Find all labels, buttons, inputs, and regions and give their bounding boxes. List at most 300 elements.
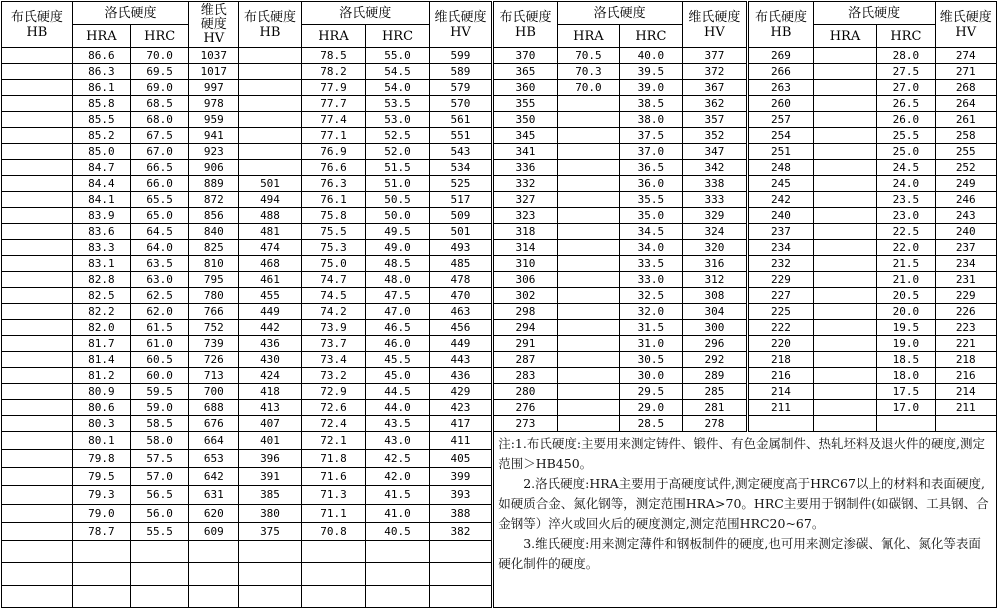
cell-hrc: 50.5 bbox=[366, 192, 430, 208]
col-header-hv: 维氏硬度 HV bbox=[682, 2, 748, 48]
cell-hra: 78.2 bbox=[301, 64, 366, 80]
cell-hra: 86.6 bbox=[72, 48, 130, 64]
cell-hv: 810 bbox=[189, 256, 239, 272]
cell-hv: 478 bbox=[429, 272, 492, 288]
cell-hra bbox=[813, 80, 876, 96]
cell-hb bbox=[2, 256, 73, 272]
cell-hrc: 28.0 bbox=[877, 48, 935, 64]
cell-hrc: 66.5 bbox=[131, 160, 189, 176]
cell-hb bbox=[2, 468, 73, 486]
cell-hb: 449 bbox=[239, 304, 301, 320]
cell-hb bbox=[2, 585, 73, 607]
table-row bbox=[2, 160, 997, 176]
cell-hra bbox=[557, 304, 619, 320]
cell-hrc: 36.0 bbox=[620, 176, 682, 192]
cell-hv: 218 bbox=[935, 352, 997, 368]
cell-hv: 271 bbox=[935, 64, 997, 80]
cell-hb bbox=[2, 224, 73, 240]
cell-hb: 360 bbox=[493, 80, 558, 96]
cell-hv: 261 bbox=[935, 112, 997, 128]
cell-hra bbox=[813, 208, 876, 224]
cell-hv: 443 bbox=[429, 352, 492, 368]
cell-hra: 72.6 bbox=[301, 400, 366, 416]
cell-hrc: 33.0 bbox=[620, 272, 682, 288]
cell-hrc: 22.0 bbox=[877, 240, 935, 256]
cell-hv: 221 bbox=[935, 336, 997, 352]
cell-hra bbox=[813, 128, 876, 144]
cell-hb bbox=[2, 563, 73, 585]
cell-hra: 73.7 bbox=[301, 336, 366, 352]
cell-hb bbox=[239, 563, 301, 585]
cell-hv: 296 bbox=[682, 336, 748, 352]
cell-hb bbox=[2, 160, 73, 176]
cell-hv: 959 bbox=[189, 112, 239, 128]
cell-hb: 323 bbox=[493, 208, 558, 224]
table-row bbox=[2, 256, 997, 272]
cell-hra bbox=[301, 585, 366, 607]
col-header-hr: 洛氏硬度 bbox=[557, 2, 682, 25]
cell-hv: 347 bbox=[682, 144, 748, 160]
cell-hb: 263 bbox=[748, 80, 814, 96]
cell-hra bbox=[813, 144, 876, 160]
table-row bbox=[2, 368, 997, 384]
cell-hb: 385 bbox=[239, 486, 301, 504]
cell-hra: 80.9 bbox=[72, 384, 130, 400]
cell-hb: 225 bbox=[748, 304, 814, 320]
cell-hb: 287 bbox=[493, 352, 558, 368]
cell-hra: 71.3 bbox=[301, 486, 366, 504]
cell-hra: 70.3 bbox=[557, 64, 619, 80]
cell-hra: 73.2 bbox=[301, 368, 366, 384]
cell-hra bbox=[557, 192, 619, 208]
cell-hrc: 54.0 bbox=[366, 80, 430, 96]
cell-hb: 232 bbox=[748, 256, 814, 272]
cell-hv: 285 bbox=[682, 384, 748, 400]
table-row bbox=[2, 80, 997, 96]
cell-hb bbox=[2, 208, 73, 224]
cell-hv: 382 bbox=[429, 522, 492, 540]
cell-hra: 82.8 bbox=[72, 272, 130, 288]
cell-hra: 83.9 bbox=[72, 208, 130, 224]
cell-hb: 436 bbox=[239, 336, 301, 352]
cell-hrc: 52.5 bbox=[366, 128, 430, 144]
cell-hra bbox=[813, 416, 876, 432]
cell-hra bbox=[557, 320, 619, 336]
cell-hb bbox=[239, 160, 301, 176]
cell-hb: 318 bbox=[493, 224, 558, 240]
cell-hra bbox=[557, 400, 619, 416]
cell-hb: 336 bbox=[493, 160, 558, 176]
cell-hv: 941 bbox=[189, 128, 239, 144]
cell-hra bbox=[557, 176, 619, 192]
cell-hv: 517 bbox=[429, 192, 492, 208]
cell-hb bbox=[239, 144, 301, 160]
cell-hv bbox=[429, 563, 492, 585]
cell-hrc: 38.5 bbox=[620, 96, 682, 112]
cell-hrc: 38.0 bbox=[620, 112, 682, 128]
cell-hrc: 40.0 bbox=[620, 48, 682, 64]
cell-hrc: 34.0 bbox=[620, 240, 682, 256]
cell-hb bbox=[239, 80, 301, 96]
cell-hrc: 54.5 bbox=[366, 64, 430, 80]
table-row bbox=[2, 112, 997, 128]
cell-hb: 248 bbox=[748, 160, 814, 176]
cell-hrc: 61.0 bbox=[131, 336, 189, 352]
cell-hb: 283 bbox=[493, 368, 558, 384]
cell-hv: 501 bbox=[429, 224, 492, 240]
cell-hv: 231 bbox=[935, 272, 997, 288]
cell-hra: 80.3 bbox=[72, 416, 130, 432]
cell-hra bbox=[557, 112, 619, 128]
table-row bbox=[2, 128, 997, 144]
cell-hb: 211 bbox=[748, 400, 814, 416]
note-n2: 2.洛氏硬度:HRA主要用于高硬度试件,测定硬度高于HRC67以上的材料和表面硬度,如硬质合金、氮化钢等，测定范围HRA>70。HRC主要用于钢制件(如碳钢、工具钢、合金钢等）淬火或回火后的硬度测定,测定范围HRC20~67。 bbox=[498, 476, 989, 531]
cell-hv: 300 bbox=[682, 320, 748, 336]
cell-hrc: 23.5 bbox=[877, 192, 935, 208]
cell-hrc: 32.0 bbox=[620, 304, 682, 320]
cell-hrc: 20.0 bbox=[877, 304, 935, 320]
cell-hrc: 67.0 bbox=[131, 144, 189, 160]
cell-hra: 74.7 bbox=[301, 272, 366, 288]
cell-hv: 234 bbox=[935, 256, 997, 272]
col-header-hb: 布氏硬度 HB bbox=[748, 2, 814, 48]
cell-hb: 424 bbox=[239, 368, 301, 384]
cell-hv: 274 bbox=[935, 48, 997, 64]
cell-hb: 401 bbox=[239, 432, 301, 450]
cell-hb: 418 bbox=[239, 384, 301, 400]
cell-hb: 302 bbox=[493, 288, 558, 304]
cell-hrc: 19.0 bbox=[877, 336, 935, 352]
cell-hrc: 66.0 bbox=[131, 176, 189, 192]
cell-hv: 485 bbox=[429, 256, 492, 272]
cell-hv: 543 bbox=[429, 144, 492, 160]
cell-hrc: 61.5 bbox=[131, 320, 189, 336]
cell-hv: 493 bbox=[429, 240, 492, 256]
cell-hrc: 24.5 bbox=[877, 160, 935, 176]
cell-hrc: 35.5 bbox=[620, 192, 682, 208]
cell-hv: 463 bbox=[429, 304, 492, 320]
cell-hrc: 41.5 bbox=[366, 486, 430, 504]
cell-hb: 310 bbox=[493, 256, 558, 272]
cell-hra: 82.2 bbox=[72, 304, 130, 320]
cell-hb bbox=[2, 320, 73, 336]
cell-hrc: 21.0 bbox=[877, 272, 935, 288]
cell-hb bbox=[239, 64, 301, 80]
col-header-hb: 布氏硬度 HB bbox=[493, 2, 558, 48]
cell-hrc: 59.5 bbox=[131, 384, 189, 400]
cell-hb: 269 bbox=[748, 48, 814, 64]
col-header-hv: 维氏 硬度 HV bbox=[189, 2, 239, 48]
cell-hv: 726 bbox=[189, 352, 239, 368]
col-header-hr: 洛氏硬度 bbox=[72, 2, 189, 25]
cell-hra: 79.0 bbox=[72, 504, 130, 522]
cell-hb: 501 bbox=[239, 176, 301, 192]
cell-hra bbox=[813, 400, 876, 416]
cell-hrc: 57.0 bbox=[131, 468, 189, 486]
cell-hb: 413 bbox=[239, 400, 301, 416]
cell-hrc: 39.0 bbox=[620, 80, 682, 96]
cell-hb: 365 bbox=[493, 64, 558, 80]
cell-hb: 294 bbox=[493, 320, 558, 336]
cell-hra bbox=[813, 160, 876, 176]
cell-hb: 341 bbox=[493, 144, 558, 160]
cell-hrc: 70.0 bbox=[131, 48, 189, 64]
header-row-1 bbox=[2, 2, 997, 25]
cell-hrc: 17.0 bbox=[877, 400, 935, 416]
cell-hv: 609 bbox=[189, 522, 239, 540]
cell-hra: 83.3 bbox=[72, 240, 130, 256]
note-n3: 3.维氏硬度:用来测定薄件和钢板制件的硬度,也可用来测定渗碳、氰化、氮化等表面硬化制件的硬度。 bbox=[498, 536, 981, 571]
table-row bbox=[2, 432, 997, 450]
cell-hra bbox=[301, 563, 366, 585]
cell-hb bbox=[2, 540, 73, 562]
cell-hv: 281 bbox=[682, 400, 748, 416]
cell-hb: 375 bbox=[239, 522, 301, 540]
cell-hv: 411 bbox=[429, 432, 492, 450]
cell-hrc bbox=[131, 563, 189, 585]
cell-hrc: 67.5 bbox=[131, 128, 189, 144]
cell-hra: 80.1 bbox=[72, 432, 130, 450]
cell-hb: 237 bbox=[748, 224, 814, 240]
cell-hrc: 36.5 bbox=[620, 160, 682, 176]
cell-hra: 81.2 bbox=[72, 368, 130, 384]
cell-hb bbox=[2, 128, 73, 144]
cell-hrc: 27.5 bbox=[877, 64, 935, 80]
cell-hb: 234 bbox=[748, 240, 814, 256]
cell-hra: 85.5 bbox=[72, 112, 130, 128]
cell-hb bbox=[748, 416, 814, 432]
cell-hb bbox=[239, 540, 301, 562]
cell-hrc: 47.5 bbox=[366, 288, 430, 304]
cell-hv: 405 bbox=[429, 450, 492, 468]
cell-hrc: 31.0 bbox=[620, 336, 682, 352]
col-header-hra: HRA bbox=[813, 25, 876, 48]
cell-hb: 276 bbox=[493, 400, 558, 416]
cell-hv: 258 bbox=[935, 128, 997, 144]
cell-hv: 304 bbox=[682, 304, 748, 320]
cell-hb: 327 bbox=[493, 192, 558, 208]
cell-hv: 795 bbox=[189, 272, 239, 288]
cell-hv: 377 bbox=[682, 48, 748, 64]
cell-hrc: 25.0 bbox=[877, 144, 935, 160]
cell-hra: 77.9 bbox=[301, 80, 366, 96]
cell-hv: 551 bbox=[429, 128, 492, 144]
cell-hv: 240 bbox=[935, 224, 997, 240]
cell-hb bbox=[2, 304, 73, 320]
cell-hb: 214 bbox=[748, 384, 814, 400]
cell-hb bbox=[2, 384, 73, 400]
cell-hrc: 39.5 bbox=[620, 64, 682, 80]
cell-hb: 481 bbox=[239, 224, 301, 240]
table-row bbox=[2, 288, 997, 304]
cell-hra: 81.4 bbox=[72, 352, 130, 368]
cell-hv: 289 bbox=[682, 368, 748, 384]
cell-hra bbox=[557, 144, 619, 160]
cell-hv bbox=[935, 416, 997, 432]
cell-hra bbox=[557, 256, 619, 272]
cell-hv: 676 bbox=[189, 416, 239, 432]
cell-hrc bbox=[366, 563, 430, 585]
cell-hv: 320 bbox=[682, 240, 748, 256]
cell-hrc: 20.5 bbox=[877, 288, 935, 304]
cell-hrc: 65.5 bbox=[131, 192, 189, 208]
cell-hv: 599 bbox=[429, 48, 492, 64]
cell-hra bbox=[557, 288, 619, 304]
table-row bbox=[2, 400, 997, 416]
cell-hb bbox=[2, 192, 73, 208]
cell-hv: 509 bbox=[429, 208, 492, 224]
cell-hrc: 62.0 bbox=[131, 304, 189, 320]
cell-hra: 80.6 bbox=[72, 400, 130, 416]
cell-hb: 332 bbox=[493, 176, 558, 192]
cell-hv: 642 bbox=[189, 468, 239, 486]
cell-hra: 74.5 bbox=[301, 288, 366, 304]
cell-hb bbox=[239, 128, 301, 144]
cell-hra: 72.4 bbox=[301, 416, 366, 432]
cell-hra bbox=[72, 563, 130, 585]
table-row bbox=[2, 352, 997, 368]
col-header-hra: HRA bbox=[301, 25, 366, 48]
cell-hv: 324 bbox=[682, 224, 748, 240]
cell-hb: 266 bbox=[748, 64, 814, 80]
cell-hv: 423 bbox=[429, 400, 492, 416]
cell-hrc: 44.5 bbox=[366, 384, 430, 400]
cell-hrc bbox=[131, 585, 189, 607]
cell-hrc: 18.0 bbox=[877, 368, 935, 384]
table-row bbox=[2, 304, 997, 320]
cell-hrc: 49.5 bbox=[366, 224, 430, 240]
cell-hb: 273 bbox=[493, 416, 558, 432]
cell-hrc: 55.0 bbox=[366, 48, 430, 64]
col-header-hrc: HRC bbox=[877, 25, 935, 48]
cell-hb: 391 bbox=[239, 468, 301, 486]
cell-hv: 653 bbox=[189, 450, 239, 468]
col-header-hra: HRA bbox=[72, 25, 130, 48]
cell-hra bbox=[557, 240, 619, 256]
col-header-hv: 维氏硬度 HV bbox=[429, 2, 492, 48]
cell-hrc: 37.5 bbox=[620, 128, 682, 144]
cell-hv: 333 bbox=[682, 192, 748, 208]
cell-hv: 268 bbox=[935, 80, 997, 96]
cell-hv: 367 bbox=[682, 80, 748, 96]
cell-hra bbox=[813, 272, 876, 288]
cell-hb bbox=[2, 368, 73, 384]
cell-hb: 306 bbox=[493, 272, 558, 288]
cell-hv: 579 bbox=[429, 80, 492, 96]
cell-hrc: 46.0 bbox=[366, 336, 430, 352]
cell-hv: 342 bbox=[682, 160, 748, 176]
cell-hra: 82.5 bbox=[72, 288, 130, 304]
cell-hb bbox=[2, 336, 73, 352]
cell-hrc: 53.0 bbox=[366, 112, 430, 128]
cell-hb: 227 bbox=[748, 288, 814, 304]
cell-hv: 872 bbox=[189, 192, 239, 208]
cell-hb: 229 bbox=[748, 272, 814, 288]
cell-hv: 338 bbox=[682, 176, 748, 192]
cell-hv: 372 bbox=[682, 64, 748, 80]
cell-hra: 71.8 bbox=[301, 450, 366, 468]
cell-hv: 856 bbox=[189, 208, 239, 224]
cell-hb bbox=[239, 585, 301, 607]
cell-hv: 417 bbox=[429, 416, 492, 432]
cell-hb: 468 bbox=[239, 256, 301, 272]
cell-hra bbox=[813, 256, 876, 272]
cell-hv: 211 bbox=[935, 400, 997, 416]
cell-hv: 456 bbox=[429, 320, 492, 336]
cell-hra bbox=[557, 208, 619, 224]
cell-hb bbox=[2, 112, 73, 128]
cell-hv: 308 bbox=[682, 288, 748, 304]
cell-hra: 74.2 bbox=[301, 304, 366, 320]
cell-hrc: 37.0 bbox=[620, 144, 682, 160]
cell-hrc: 60.5 bbox=[131, 352, 189, 368]
cell-hra: 76.9 bbox=[301, 144, 366, 160]
cell-hra: 85.8 bbox=[72, 96, 130, 112]
cell-hra bbox=[813, 288, 876, 304]
cell-hv: 561 bbox=[429, 112, 492, 128]
cell-hv: 216 bbox=[935, 368, 997, 384]
cell-hv: 470 bbox=[429, 288, 492, 304]
table-row bbox=[2, 320, 997, 336]
cell-hv: 226 bbox=[935, 304, 997, 320]
cell-hra bbox=[72, 585, 130, 607]
cell-hra: 72.1 bbox=[301, 432, 366, 450]
cell-hb bbox=[2, 176, 73, 192]
cell-hrc: 29.5 bbox=[620, 384, 682, 400]
cell-hv: 688 bbox=[189, 400, 239, 416]
table-row bbox=[2, 64, 997, 80]
cell-hra bbox=[813, 368, 876, 384]
cell-hv: 620 bbox=[189, 504, 239, 522]
cell-hv bbox=[429, 540, 492, 562]
table-row bbox=[2, 336, 997, 352]
cell-hb: 461 bbox=[239, 272, 301, 288]
cell-hv: 388 bbox=[429, 504, 492, 522]
cell-hra: 79.3 bbox=[72, 486, 130, 504]
cell-hb: 251 bbox=[748, 144, 814, 160]
cell-hb bbox=[2, 486, 73, 504]
cell-hra: 81.7 bbox=[72, 336, 130, 352]
table-row bbox=[2, 96, 997, 112]
cell-hra bbox=[813, 240, 876, 256]
cell-hrc: 34.5 bbox=[620, 224, 682, 240]
cell-hra: 75.5 bbox=[301, 224, 366, 240]
cell-hb: 254 bbox=[748, 128, 814, 144]
cell-hb: 260 bbox=[748, 96, 814, 112]
cell-hrc: 45.0 bbox=[366, 368, 430, 384]
cell-hrc: 58.0 bbox=[131, 432, 189, 450]
cell-hra bbox=[813, 64, 876, 80]
cell-hrc: 57.5 bbox=[131, 450, 189, 468]
cell-hrc: 30.0 bbox=[620, 368, 682, 384]
cell-hra: 78.5 bbox=[301, 48, 366, 64]
cell-hra: 86.3 bbox=[72, 64, 130, 80]
cell-hrc: 24.0 bbox=[877, 176, 935, 192]
cell-hv: 357 bbox=[682, 112, 748, 128]
cell-hrc: 45.5 bbox=[366, 352, 430, 368]
cell-hv: 429 bbox=[429, 384, 492, 400]
cell-hra: 85.2 bbox=[72, 128, 130, 144]
cell-hb bbox=[239, 112, 301, 128]
cell-hra: 76.6 bbox=[301, 160, 366, 176]
cell-hrc: 29.0 bbox=[620, 400, 682, 416]
cell-hrc: 48.5 bbox=[366, 256, 430, 272]
cell-hrc: 64.0 bbox=[131, 240, 189, 256]
cell-hb bbox=[2, 416, 73, 432]
cell-hv: 449 bbox=[429, 336, 492, 352]
cell-hv: 752 bbox=[189, 320, 239, 336]
table-row bbox=[2, 48, 997, 64]
